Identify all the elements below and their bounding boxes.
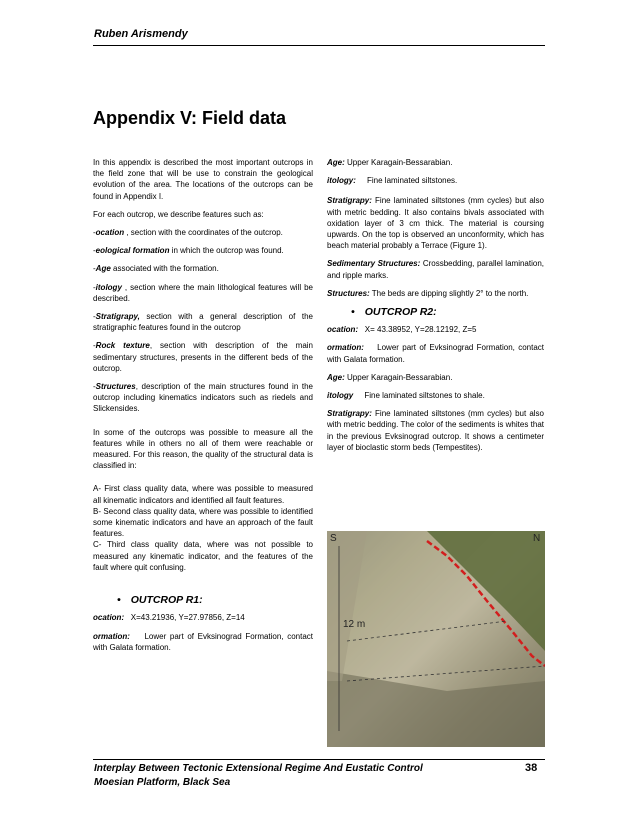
outcrop-photo (327, 531, 545, 747)
photo-label-north: N (533, 533, 541, 544)
age-line: Age: Upper Karagain-Bessarabian. (327, 158, 453, 167)
lithology-line: itology: Fine laminated siltstones. (327, 176, 458, 186)
photo-label-south: S (330, 533, 337, 544)
r1-formation: ormation: Lower part of Evksinograd Formation, contact with Galata formation. (93, 631, 313, 652)
features-intro: For each outcrop, we describe features such as: (93, 209, 264, 219)
structures-line: Structures: The beds are dipping slightly 2° to the north. (327, 288, 529, 298)
page-title: Appendix V: Field data (93, 108, 287, 128)
feature-item: -itology , section where the main lithological features will be described. (93, 282, 313, 303)
intro-paragraph: In this appendix is described the most important outcrops in the field zone that will be use to constrain the geological evolution of the area. The locations of the outcrops can be found in Appendix I. (93, 158, 313, 201)
outcrop-r1-heading: • OUTCROP R1: (117, 594, 203, 607)
feature-item: -Rock texture, section with description of the main sedimentary structures, presents in the different beds of the outcrop. (93, 341, 314, 373)
sedimentary-structures: Sedimentary Structures: Crossbedding, parallel lamination, and ripple marks. (327, 259, 544, 280)
r2-age-line: Age: Upper Karagain-Bessarabian. (327, 372, 453, 382)
right-column (327, 157, 544, 460)
photo-scale-label: 12 m (343, 619, 366, 630)
footer-title (94, 762, 423, 790)
r2-lithology-line: itology Fine laminated siltstones to shale. (327, 391, 485, 401)
quality-paragraph: In some of the outcrops was possible to measure all the features while in others no all of them were reachable or measured. For this reason, the quality of the structural data is classified in: (93, 427, 313, 471)
quality-a: A- First class quality data, where was possible to measured all kinematic indicators and identified all fault features. (93, 484, 313, 505)
bullet-icon: • (117, 594, 121, 607)
footer-title-line-1: Interplay Between Tectonic Extensional Regime And Eustatic Control (94, 763, 423, 774)
r2-stratigraphy-paragraph: Stratigrapy: Fine laminated siltstones (mm cycles) but also with metric bedding. The color of the sediments is whites that in the previous Evksinograd outcrop. It shows a centimeter layer of bioclastic storm beds (Tempestites). (327, 409, 544, 452)
quality-b: B- Second class quality data, where was possible to identified some kinematic indicators and have an approach of the fault features. (93, 506, 313, 539)
footer-title-line-2: Moesian Platform, Black Sea (94, 777, 231, 788)
header-rule (93, 45, 545, 46)
r2-location: ocation: X= 43.38952, Y=28.12192, Z=5 (327, 325, 477, 335)
r2-formation: ormation: Lower part of Evksinograd Formation, contact with Galata formation. (327, 343, 544, 364)
outcrop-r2-heading: • OUTCROP R2: (351, 306, 437, 319)
stratigraphy-paragraph: Stratigrapy: Fine laminated siltstones (mm cycles) but also with metric bedding. It also contains bivals associated with oxidation layer of 3 cm thick. The material is coursing upwards. On the top is observed an unconformity, which has beach material probably a Terrace (Figure 1). (327, 196, 544, 251)
feature-item: -ocation , section with the coordinates of the outcrop. (93, 228, 283, 238)
header-author: Ruben Arismendy (94, 28, 188, 40)
feature-item: -Structures, description of the main structures found in the outcrop including kinematics indicators such as riedels and Slickensides. (93, 382, 313, 414)
bullet-icon: • (351, 306, 355, 319)
page-number: 38 (525, 762, 538, 774)
feature-item: -Age associated with the formation. (93, 264, 219, 274)
left-column (93, 157, 313, 660)
feature-item: -eological formation in which the outcrop was found. (93, 246, 284, 256)
r1-location: ocation: X=43.21936, Y=27.97856, Z=14 (93, 613, 245, 623)
feature-item: -Stratigrapy, section with a general description of the stratigraphic features found in the outcrop (93, 312, 313, 333)
outcrop-photo-drawing (327, 531, 545, 747)
quality-c: C- Third class quality data, where was not possible to measured any kinematic indicator, and the features of the fault where quit confusing. (93, 540, 313, 572)
footer-rule (93, 759, 545, 760)
